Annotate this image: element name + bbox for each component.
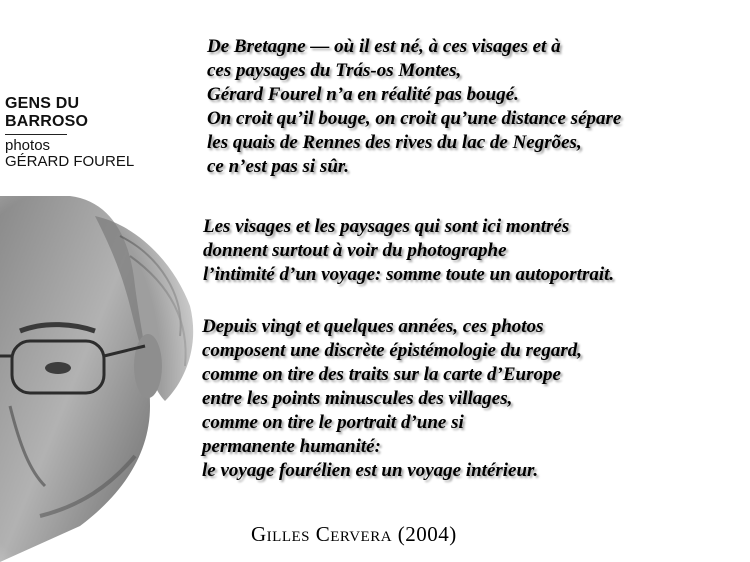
- poem-line: comme on tire des traits sur la carte d’Europe: [202, 364, 561, 385]
- exhibition-title-line-1: GENS DU: [5, 95, 80, 112]
- author-signature: [251, 522, 457, 547]
- photos-label: photos: [5, 137, 51, 154]
- poem-stanza-1: [207, 35, 621, 179]
- poem-line: permanente humanité:: [202, 436, 381, 457]
- exhibition-title-line-2: BARROSO: [5, 113, 89, 130]
- poem-line: Depuis vingt et quelques années, ces photos: [202, 316, 544, 337]
- poem-line: les quais de Rennes des rives du lac de Negrões,: [207, 132, 582, 153]
- poem-line: Gérard Fourel n’a en réalité pas bougé.: [207, 84, 519, 105]
- author-year: (2004): [397, 522, 457, 546]
- author-name: Gilles Cervera: [251, 522, 393, 546]
- photographer-name: GÉRARD FOUREL: [5, 153, 135, 170]
- poem-line: entre les points minuscules des villages,: [202, 388, 513, 409]
- poem-line: On croit qu’il bouge, on croit qu’une distance sépare: [207, 108, 622, 129]
- poem-line: donnent surtout à voir du photographe: [203, 240, 507, 261]
- portrait-photo: [0, 196, 212, 562]
- poem-stanza-3: [202, 315, 582, 483]
- poem-line: le voyage fourélien est un voyage intérieur.: [202, 460, 539, 481]
- poem-line: Les visages et les paysages qui sont ici montrés: [203, 216, 570, 237]
- title-divider: [5, 134, 67, 135]
- poem-line: l’intimité d’un voyage: somme toute un autoportrait.: [203, 264, 615, 285]
- poem-line: ce n’est pas si sûr.: [207, 156, 349, 177]
- poem-line: De Bretagne — où il est né, à ces visages et à: [207, 36, 561, 57]
- poem-line: composent une discrète épistémologie du regard,: [202, 340, 582, 361]
- poem-line: comme on tire le portrait d’une si: [202, 412, 464, 433]
- poem-stanza-2: [203, 215, 614, 287]
- poem-line: ces paysages du Trás-os Montes,: [207, 60, 462, 81]
- sidebar-title-block: [5, 95, 134, 170]
